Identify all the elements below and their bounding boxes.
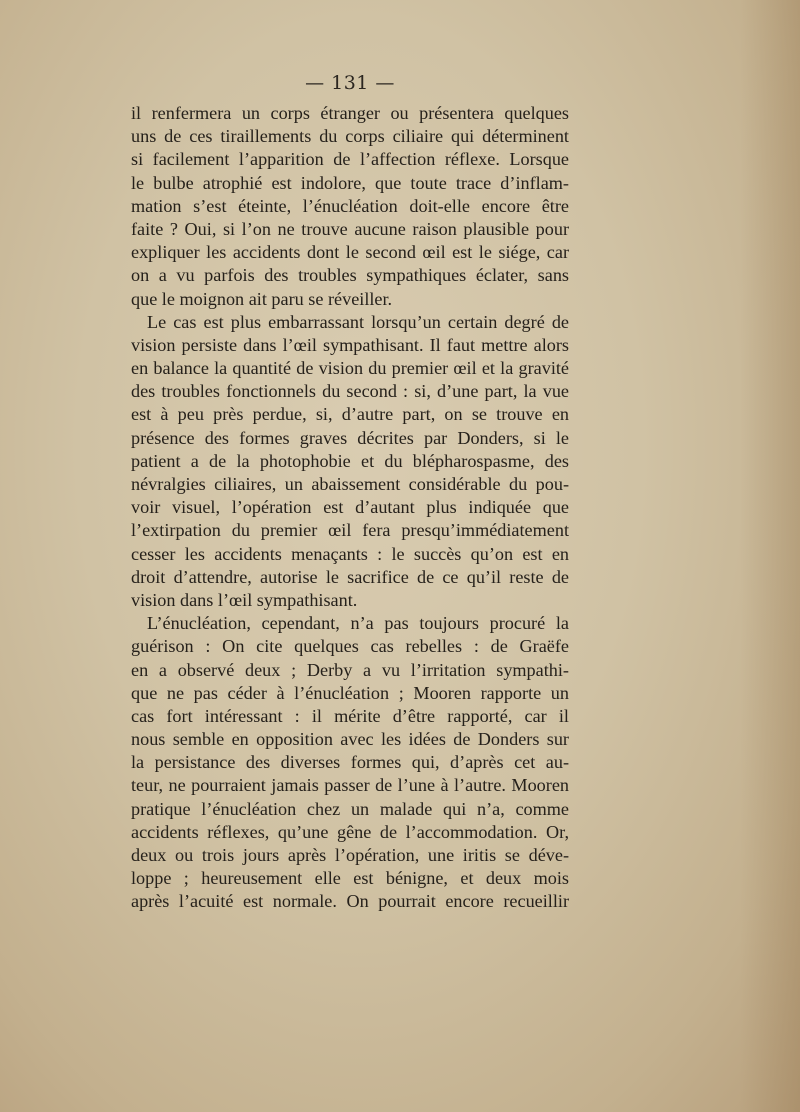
text-line: le bulbe atrophié est indolore, que toute trace d’inflam-: [131, 172, 569, 193]
text-line: droit d’attendre, autorise le sacrifice de ce qu’il reste de: [131, 566, 569, 587]
text-line: en balance la quantité de vision du premier œil et la gravité: [131, 358, 569, 379]
text-line: que ne pas céder à l’énucléation ; Mooren rapporte un: [131, 682, 569, 703]
text-line: présence des formes graves décrites par Donders, si le: [131, 427, 569, 448]
text-line: pratique l’énucléation chez un malade qui n’a, comme: [131, 798, 569, 819]
text-line: est à peu près perdue, si, d’autre part, on se trouve en: [131, 404, 569, 425]
text-line: cesser les accidents menaçants : le succès qu’on est en: [131, 543, 569, 564]
text-line: accidents réflexes, qu’une gêne de l’accommodation. Or,: [131, 821, 569, 842]
text-line: deux ou trois jours après l’opération, une iritis se déve-: [131, 845, 569, 865]
text-line: vision dans l’œil sympathisant.: [131, 589, 358, 610]
text-line: cas fort intéressant : il mérite d’être rapporté, car il: [131, 705, 569, 726]
text-line: L’énucléation, cependant, n’a pas toujours procuré la: [147, 613, 569, 634]
text-line: on a vu parfois des troubles sympathiques éclater, sans: [131, 265, 569, 286]
text-line: mation s’est éteinte, l’énucléation doit-elle encore être: [131, 195, 569, 216]
text-line: que le moignon ait paru se réveiller.: [131, 288, 393, 309]
text-line: la persistance des diverses formes qui, d’après cet au-: [131, 752, 569, 773]
text-line: vision persiste dans l’œil sympathisant. Il faut mettre alors: [131, 334, 569, 355]
text-line: des troubles fonctionnels du second : si, d’une part, la vue: [131, 381, 569, 402]
text-line: en a observé deux ; Derby a vu l’irritation sympathi-: [131, 659, 569, 680]
text-line: si facilement l’apparition de l’affection réflexe. Lorsque: [131, 149, 569, 170]
text-line: uns de ces tiraillements du corps ciliaire qui déterminent: [131, 126, 569, 147]
text-line: après l’acuité est normale. On pourrait encore recueillir: [131, 891, 569, 912]
text-line: Le cas est plus embarrassant lorsqu’un certain degré de: [147, 311, 569, 332]
text-line: névralgies ciliaires, un abaissement considérable du pou-: [131, 474, 569, 494]
text-line: loppe ; heureusement elle est bénigne, et deux mois: [131, 868, 569, 889]
text-line: nous semble en opposition avec les idées de Donders sur: [131, 729, 569, 750]
text-line: expliquer les accidents dont le second œil est le siége, car: [131, 242, 569, 263]
text-line: faite ? Oui, si l’on ne trouve aucune raison plausible pour: [131, 218, 569, 239]
text-line: guérison : On cite quelques cas rebelles : de Graëfe: [131, 636, 569, 657]
page-edge-shadow: [740, 0, 800, 1112]
page-number: — 131 —: [305, 72, 395, 94]
text-line: teur, ne pourraient jamais passer de l’une à l’autre. Mooren: [131, 775, 569, 796]
text-line: l’extirpation du premier œil fera presqu’immédiatement: [131, 520, 569, 541]
body-text: [131, 102, 569, 914]
text-line: voir visuel, l’opération est d’autant plus indiquée que: [131, 497, 569, 518]
text-line: patient a de la photophobie et du blépharospasme, des: [131, 450, 569, 471]
text-line: il renfermera un corps étranger ou présentera quelques: [131, 103, 569, 123]
